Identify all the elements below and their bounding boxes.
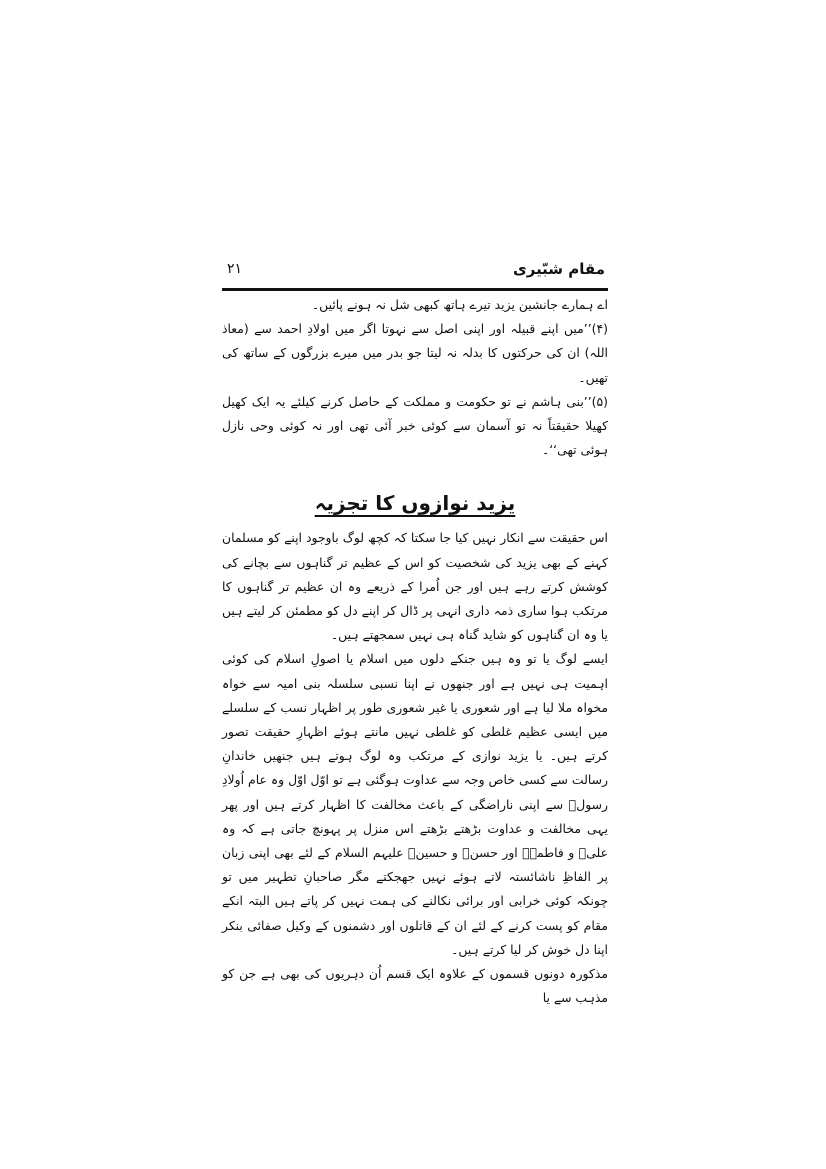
- section-heading: یزید نوازوں کا تجزیہ: [314, 491, 516, 516]
- paragraph: مذکورہ دونوں قسموں کے علاوہ ایک قسم اُن دہریوں کی بھی ہے جن کو مذہب سے یا: [222, 966, 608, 1006]
- paragraph: ایسے لوگ یا تو وہ ہیں جنکے دلوں میں اسلام یا اصولِ اسلام کی کوئی اہمیت ہی نہیں ہے اور جنھوں نے اپنا نسبی سلسلہ بنی امیہ سے خواہ مخواہ ملا لیا ہے اور شعوری یا غیر شعوری طور پر اظہار نسب کے سلسلے میں ایسی عظیم غلطی کو غلطی نہیں مانتے ہوئے اظہارِ حقیقت تصور کرتے ہیں۔ یا یزید نوازی کے مرتکب وہ لوگ ہوتے ہیں جنھیں خاندانِ رسالت سے کسی خاص وجہ سے عداوت ہوگئی ہے تو اوّل اوّل وہ عام اُولادِ رسولؐ سے اپنی ناراضگی کے باعث مخالفت کا اظہار کرتے ہیں اور پھر یہی مخالفت و عداوت بڑھتے بڑھتے اس منزل پر پہونچ جاتی ہے کہ وہ علیؑ و فاطمہؑ اور حسنؑ و حسینؑ علیہم السلام کے لئے بھی اپنی زبان پر الفاظِ ناشائستہ لاتے ہوئے نہیں جھجکتے مگر صاحبانِ تطہیر میں تو چونکہ کوئی خرابی اور برائی نکالنے کی ہمت نہیں کر پاتے ہیں البتہ انکے مقام کو پست کرنے کے لئے ان کے قاتلوں اور دشمنوں کے وکیل صفائی بنکر اپنا دل خوش کر لیا کرتے ہیں۔: [222, 651, 608, 957]
- paragraph: اس حقیقت سے انکار نہیں کیا جا سکتا کہ کچھ لوگ باوجود اپنے کو مسلمان کہنے کے بھی یزید کی شخصیت کو اس کے عظیم تر گناہوں سے بچانے کی کوشش کرتے رہے ہیں اور جن اُمرا کے ذریعے وہ ان عظیم تر گناہوں کا مرتکب ہوا ساری ذمہ داری انہی پر ڈال کر اپنے دل کو مطمئن کر لیتے ہیں یا وہ ان گناہوں کو شاید گناہ ہی نہیں سمجھتے ہیں۔: [222, 530, 608, 643]
- numbered-point-5: (۵)’’بنی ہاشم نے تو حکومت و مملکت کے حاصل کرنے کیلئے یہ ایک کھیل کھیلا حقیقتاً نہ تو آسمان سے کوئی خبر آئی تھی اور نہ کوئی وحی نازل ہوئی تھی‘‘۔: [222, 393, 608, 458]
- body-text: [222, 293, 608, 1010]
- header-title: مقام شبّیری: [512, 260, 605, 278]
- header-rule: [222, 288, 608, 291]
- numbered-point-4: (۴)’’میں اپنے قبیلہ اور اپنی اصل سے نہوتا اگر میں اولادِ احمد سے (معاذ اللہ) ان کی حرکتوں کا بدلہ نہ لیتا جو بدر میں میرے بزرگوں کے ساتھ کی تھیں۔: [222, 321, 608, 385]
- running-header: [225, 258, 605, 288]
- page-number: ۲۱: [227, 261, 243, 277]
- intro-line: اے ہمارے جانشین یزید تیرے ہاتھ کبھی شل نہ ہونے پائیں۔: [311, 297, 608, 312]
